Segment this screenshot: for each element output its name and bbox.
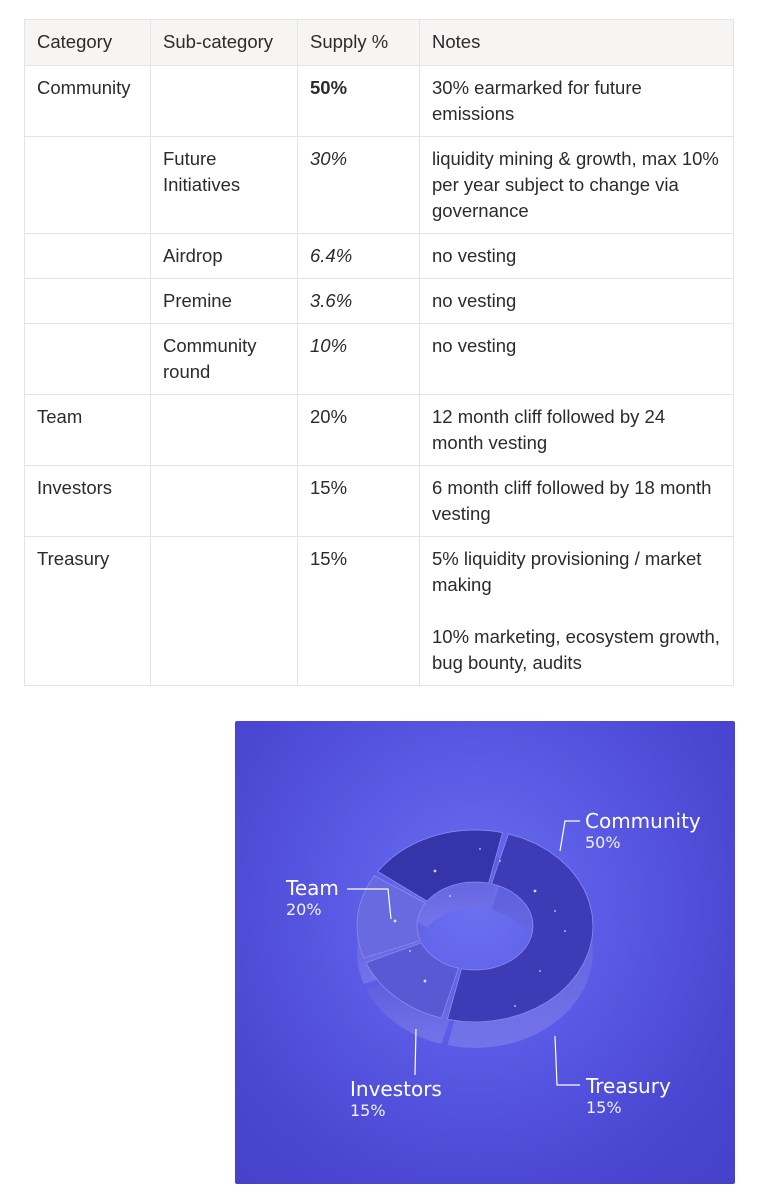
cell-notes: no vesting <box>420 324 734 395</box>
label-community-pct: 50% <box>585 833 621 852</box>
leader-community <box>560 821 580 851</box>
cell-notes: 6 month cliff followed by 18 month vesting <box>420 466 734 537</box>
cell-category: Community <box>25 66 151 137</box>
sparkle-dot <box>409 950 411 952</box>
cell-category: Team <box>25 395 151 466</box>
cell-subcategory: Premine <box>151 279 298 324</box>
cell-supply: 6.4% <box>298 234 420 279</box>
allocation-table <box>24 19 734 686</box>
leader-investors <box>415 1029 416 1075</box>
cell-notes: no vesting <box>420 234 734 279</box>
cell-category: Investors <box>25 466 151 537</box>
cell-subcategory: Community round <box>151 324 298 395</box>
cell-notes: 12 month cliff followed by 24 month vesting <box>420 395 734 466</box>
cell-subcategory: Future Initiatives <box>151 137 298 234</box>
cell-notes: 30% earmarked for future emissions <box>420 66 734 137</box>
table-row <box>25 66 734 137</box>
cell-supply: 10% <box>298 324 420 395</box>
table-row <box>25 395 734 466</box>
sparkle-dot <box>394 920 397 923</box>
label-team-pct: 20% <box>286 900 322 919</box>
cell-category <box>25 279 151 324</box>
label-investors-pct: 15% <box>350 1101 386 1120</box>
header-notes: Notes <box>420 20 734 66</box>
label-treasury-pct: 15% <box>586 1098 622 1117</box>
label-team <box>286 877 339 920</box>
cell-category <box>25 234 151 279</box>
sparkle-dot <box>554 910 556 912</box>
header-subcategory: Sub-category <box>151 20 298 66</box>
cell-subcategory <box>151 466 298 537</box>
cell-category <box>25 324 151 395</box>
sparkle-dot <box>449 895 451 897</box>
cell-category <box>25 137 151 234</box>
table-header-row <box>25 20 734 66</box>
cell-supply: 50% <box>298 66 420 137</box>
cell-notes: no vesting <box>420 279 734 324</box>
table-row <box>25 537 734 686</box>
cell-supply: 30% <box>298 137 420 234</box>
label-treasury <box>586 1075 671 1118</box>
label-treasury-name: Treasury <box>586 1074 671 1098</box>
cell-notes <box>420 537 734 686</box>
cell-subcategory <box>151 395 298 466</box>
label-community <box>585 810 701 853</box>
leader-treasury <box>555 1036 580 1085</box>
cell-supply: 15% <box>298 466 420 537</box>
sparkle-dot <box>424 980 427 983</box>
note-paragraph: 10% marketing, ecosystem growth, bug bounty, audits <box>432 626 720 673</box>
label-investors <box>350 1078 442 1121</box>
sparkle-dot <box>479 848 481 850</box>
cell-subcategory <box>151 66 298 137</box>
table-row <box>25 234 734 279</box>
token-distribution-chart <box>235 721 735 1184</box>
sparkle-dot <box>539 970 541 972</box>
label-team-name: Team <box>286 876 339 900</box>
sparkle-dot <box>564 930 566 932</box>
sparkle-dot <box>434 870 437 873</box>
cell-supply: 15% <box>298 537 420 686</box>
note-spacer <box>432 598 721 624</box>
sparkle-dot <box>534 890 537 893</box>
cell-category: Treasury <box>25 537 151 686</box>
cell-subcategory <box>151 537 298 686</box>
cell-supply: 20% <box>298 395 420 466</box>
header-category: Category <box>25 20 151 66</box>
header-supply: Supply % <box>298 20 420 66</box>
note-paragraph: 5% liquidity provisioning / market making <box>432 548 702 595</box>
table-row <box>25 324 734 395</box>
sparkle-dot <box>499 860 501 862</box>
table-row <box>25 137 734 234</box>
cell-subcategory: Airdrop <box>151 234 298 279</box>
table-row <box>25 279 734 324</box>
cell-supply: 3.6% <box>298 279 420 324</box>
label-investors-name: Investors <box>350 1077 442 1101</box>
sparkle-dot <box>514 1005 516 1007</box>
label-community-name: Community <box>585 809 701 833</box>
cell-notes: liquidity mining & growth, max 10% per year subject to change via governance <box>420 137 734 234</box>
table-row <box>25 466 734 537</box>
